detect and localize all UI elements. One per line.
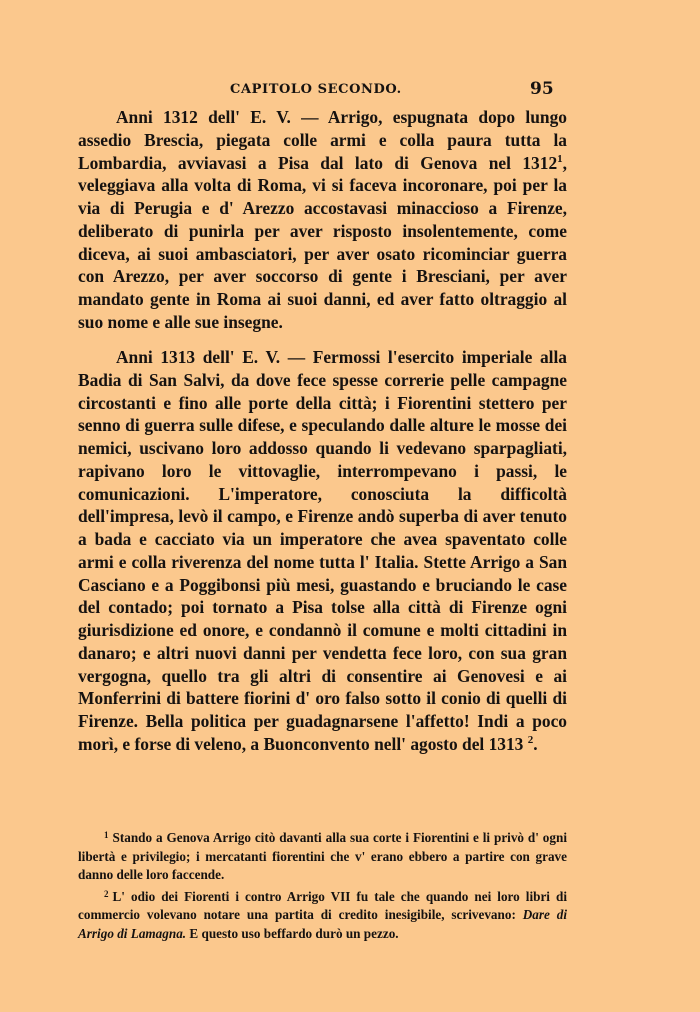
footnote-reference: 2	[527, 733, 534, 746]
footnote-reference: 1	[557, 152, 563, 165]
footnote-italic-quote: Dare di Arrigo di Lamagna.	[78, 907, 567, 941]
footnote-text: L' odio dei Fiorenti i contro Arrigo VII fu tale che quando nei loro libri di commercio volevano notare una partita di credito inesigibile, scrivevano:	[78, 888, 567, 923]
footnote-text-continued: E questo uso beffardo durò un pezzo.	[189, 925, 399, 941]
page-number: 95	[530, 79, 554, 99]
chapter-heading: CAPITOLO SECONDO.	[230, 82, 402, 97]
footnote-text: Stando a Genova Arrigo citò davanti alla sua corte i Fiorentini e li privò d' ogni libertà e privilegio; i mercatanti fiorentini che v' erano ebbero a partire con grave danno delle loro faccende.	[78, 830, 567, 883]
footnote-1	[78, 826, 567, 885]
paragraph-text: Anni 1313 dell' E. V. — Fermossi l'esercito imperiale alla Badia di San Salvi, da dove fece spesse correrie pelle campagne circostanti e fino alle porte della città; i Fiorentini stettero per senno di guerra sulle difese, e speculando dalle alture le mosse dei nemici, uscivano loro addosso quando li vedevano sparpagliati, rapivano loro le vittovaglie, interrompevano i passi, le comunicazioni. L'imperatore, conosciuta la difficoltà dell'impresa, levò il campo, e Firenze andò superba di aver tenuto a bada e cacciato via un imperatore che avea spaventato colle armi e colla riverenza del nome tutta l' Italia. Stette Arrigo a San Casciano e a Poggibonsi più mesi, guastando e bruciando le case del contado; poi tornato a Pisa tolse alla città di Firenze ogni giurisdizione ed onore, e condannò il comune e molti cittadini in danaro; e altri nuovi danni per vendetta fece loro, con sua gran vergogna, quello tra gli altri di consentire ai Genovesi e ai Monferrini di battere fiorini d' oro falso sotto il conio di quelli di Firenze. Bella politica per guadagnarsene l'affetto! Indi a poco morì, e forse di veleno, a Buonconvento nell' agosto del 1313	[78, 347, 567, 754]
footnotes	[78, 826, 567, 944]
paragraph-text-continued: , veleggiava alla volta di Roma, vi si faceva incoronare, poi per la via di Perugia e d' Arezzo accostavasi minaccioso a Firenze, deliberato di punirla per aver risposto insolentemente, come diceva, ai suoi ambasciatori, per aver osato ricominciar guerra con Arezzo, per aver soccorso di gente i Bresciani, per aver mandato gente in Roma ai suoi danni, ed aver fatto oltraggio al suo nome e alle sue insegne.	[78, 152, 567, 332]
footnote-marker: 1	[104, 830, 109, 840]
footnote-marker: 2	[104, 888, 109, 899]
paragraph-text-continued: .	[533, 733, 538, 754]
paragraph-1313	[78, 346, 567, 756]
paragraph-1312	[78, 106, 567, 334]
running-head	[0, 79, 700, 102]
footnote-2	[78, 885, 567, 944]
paragraph-text: Anni 1312 dell' E. V. — Arrigo, espugnata dopo lungo assedio Brescia, piegata colle armi e colla paura tutta la Lombardia, avviavasi a Pisa dal lato di Genova nel 1312	[78, 107, 567, 173]
